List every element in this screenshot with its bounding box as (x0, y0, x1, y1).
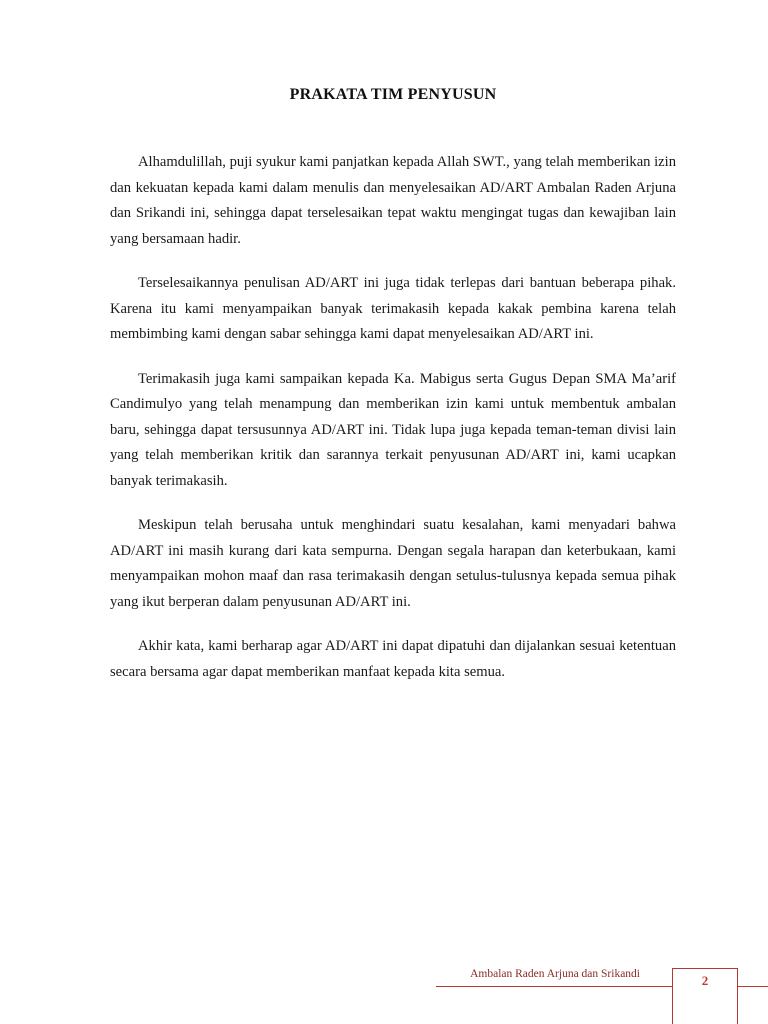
paragraph-3: Terimakasih juga kami sampaikan kepada Ka. Mabigus serta Gugus Depan SMA Ma’arif Candimulyo yang telah menampung dan memberikan izin kami untuk membentuk ambalan baru, sehingga dapat tersusunnya AD/ART ini. Tidak lupa juga kepada teman-teman divisi lain yang telah memberikan kritik dan sarannya terkait penyusunan AD/ART ini, kami ucapkan banyak terimakasih. (110, 370, 676, 489)
paragraph-4: Meskipun telah berusaha untuk menghindari suatu kesalahan, kami menyadari bahwa AD/ART ini masih kurang dari kata sempurna. Dengan segala harapan dan keterbukaan, kami menyampaikan mohon maaf dan rasa terimakasih dengan setulus-tulusnya kepada semua pihak yang ikut berperan dalam penyusunan AD/ART ini. (110, 517, 676, 610)
paragraph-2: Terselesaikannya penulisan AD/ART ini juga tidak terlepas dari bantuan beberapa pihak. Karena itu kami menyampaikan banyak terimakasih kepada kakak pembina karena telah membimbing kami dengan sabar sehingga kami dapat menyelesaikan AD/ART ini. (110, 275, 676, 342)
paragraph-1: Alhamdulillah, puji syukur kami panjatkan kepada Allah SWT., yang telah memberikan izin dan kekuatan kepada kami dalam menulis dan menyelesaikan AD/ART Ambalan Raden Arjuna dan Srikandi ini, sehingga dapat terselesaikan tepat waktu mengingat tugas dan kewajiban lain yang bersamaan hadir. (110, 154, 676, 247)
document-body (110, 150, 676, 704)
paragraph-5: Akhir kata, kami berharap agar AD/ART ini dapat dipatuhi dan dijalankan sesuai ketentuan secara bersama agar dapat memberikan manfaat kepada kita semua. (110, 638, 676, 680)
footer-title: Ambalan Raden Arjuna dan Srikandi (470, 968, 640, 980)
page-title: PRAKATA TIM PENYUSUN (289, 86, 497, 103)
page-number-box (672, 968, 738, 1024)
page-number: 2 (701, 973, 709, 988)
